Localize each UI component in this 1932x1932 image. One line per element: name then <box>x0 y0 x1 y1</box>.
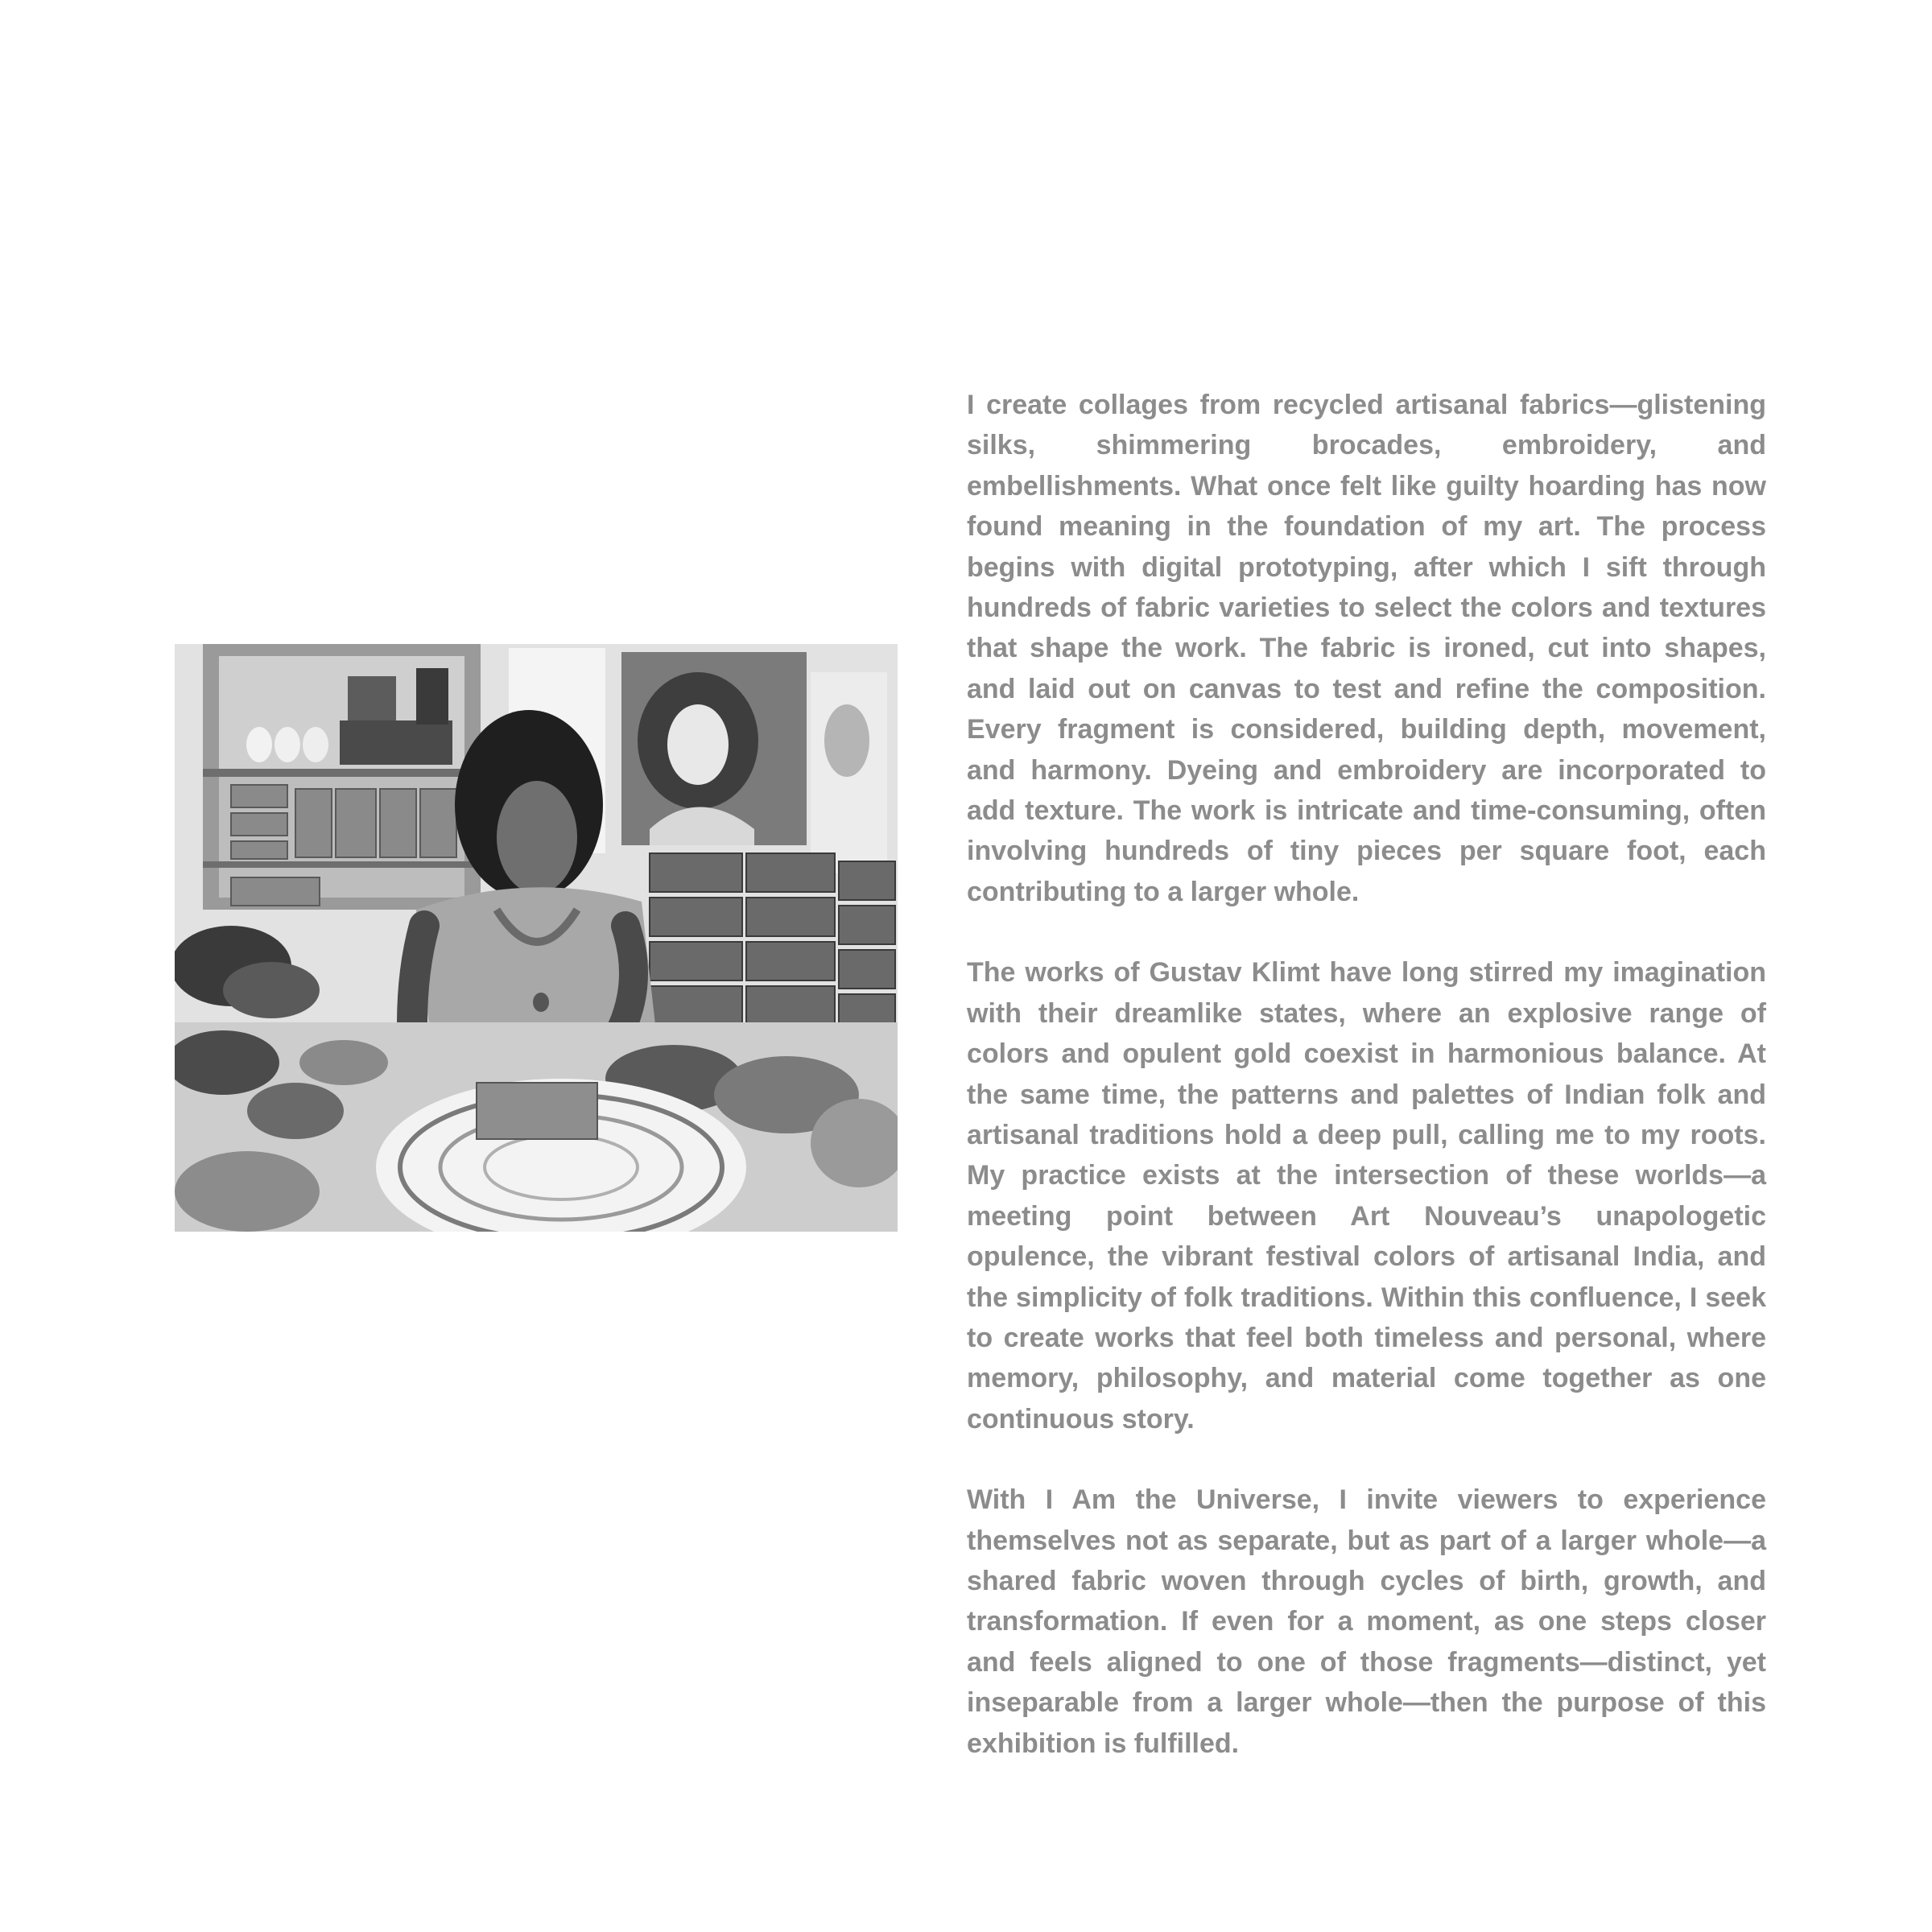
artist-statement <box>967 385 1766 1764</box>
artist-photo-illustration <box>175 644 898 1232</box>
artist-photo <box>175 644 898 1232</box>
statement-paragraph-2: The works of Gustav Klimt have long stirred my imagination with their dreamlike states, where an explosive range of colors and opulent gold coexist in harmonious balance. At the same time, the patterns and palettes of Indian folk and artisanal traditions hold a deep pull, calling me to my roots. My practice exists at the intersection of these worlds—a meeting point between Art Nouveau’s unapologetic opulence, the vibrant festival colors of artisanal India, and the simplicity of folk traditions. Within this confluence, I seek to create works that feel both timeless and personal, where memory, philosophy, and material come together as one continuous story. <box>967 957 1766 1435</box>
statement-paragraph-3: With I Am the Universe, I invite viewers to experience themselves not as separate, but as part of a larger whole—a shared fabric woven through cycles of birth, growth, and transformation. If even for a moment, as one steps closer and feels aligned to one of those fragments—distinct, yet inseparable from a larger whole—then the purpose of this exhibition is fulfilled. <box>967 1484 1766 1759</box>
statement-paragraph-1: I create collages from recycled artisanal fabrics—glistening silks, shimmering brocades, embroidery, and embellishments. What once felt like guilty hoarding has now found meaning in the foundation of my art. The process begins with digital prototyping, after which I sift through hundreds of fabric varieties to select the colors and textures that shape the work. The fabric is ironed, cut into shapes, and laid out on canvas to test and refine the composition. Every fragment is considered, building depth, movement, and harmony. Dyeing and embroidery are incorporated to add texture. The work is intricate and time-consuming, often involving hundreds of tiny pieces per square foot, each contributing to a larger whole. <box>967 390 1766 907</box>
